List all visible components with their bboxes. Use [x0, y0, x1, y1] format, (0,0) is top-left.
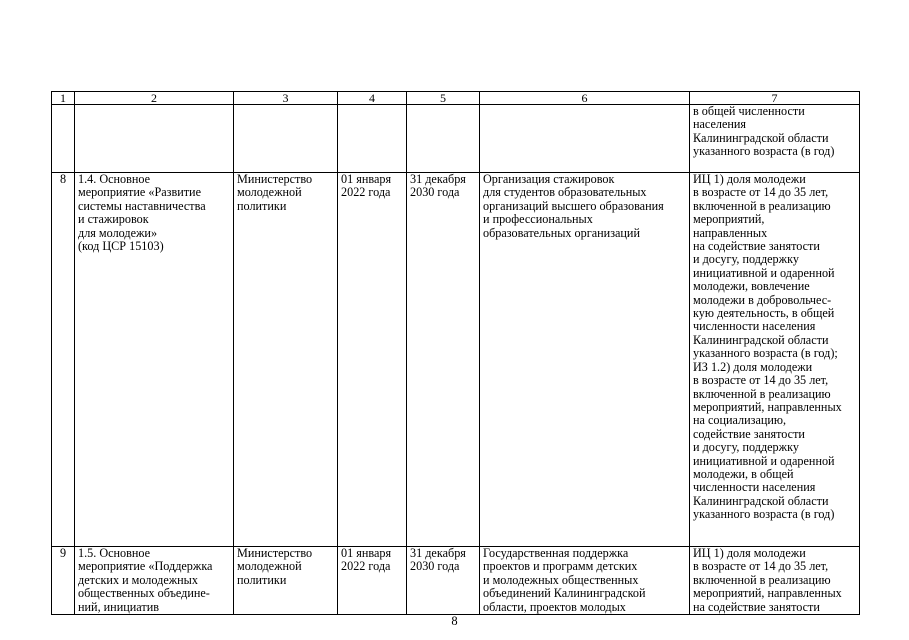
cell-text-line: 01 января — [341, 546, 392, 560]
executor-cell — [234, 547, 338, 615]
cell-text-line: 31 декабря — [410, 546, 466, 560]
cell-text-line: 2030 года — [410, 559, 460, 574]
row-number-cell — [52, 105, 75, 173]
executor-cell — [234, 105, 338, 173]
cell-text-line: включенной в реализацию — [693, 572, 831, 587]
cell-text-line: в возрасте от 14 до 35 лет, — [693, 185, 829, 200]
cell-text-line: молодежи, в общей — [693, 466, 794, 481]
end-date-cell — [407, 105, 480, 173]
cell-text-line: и стажировок — [78, 212, 149, 227]
cell-text-line: в возрасте от 14 до 35 лет, — [693, 373, 829, 388]
cell-text-line: направленных — [693, 225, 768, 240]
cell-text-line: мероприятий, — [693, 212, 765, 227]
table-row — [52, 173, 860, 547]
cell-text-line: 01 января — [341, 172, 392, 186]
cell-text-line: объединений Калининградской — [483, 586, 646, 601]
start-date-cell — [338, 173, 407, 547]
table-row — [52, 547, 860, 615]
cell-text-line: Министерство — [237, 546, 313, 560]
end-date-cell — [407, 173, 480, 547]
end-date-cell — [407, 547, 480, 615]
column-number: 5 — [407, 92, 480, 105]
cell-text-line: на содействие занятости — [693, 239, 820, 254]
measures-table — [51, 91, 860, 615]
row-number-cell: 8 — [52, 173, 75, 547]
cell-text-line: и молодежных общественных — [483, 572, 639, 587]
cell-text-line: системы наставничества — [78, 198, 206, 213]
cell-text-line: ний, инициатив — [78, 599, 159, 614]
cell-text-line: общественных объедине- — [78, 586, 210, 601]
column-number: 1 — [52, 92, 75, 105]
cell-text-line: инициативной и одаренной — [693, 265, 835, 280]
cell-text-line: Калининградской области — [693, 130, 829, 145]
cell-text-line: (код ЦСР 15103) — [78, 239, 164, 254]
event-cell — [75, 547, 234, 615]
cell-text-line: 1.5. Основное — [78, 546, 151, 560]
cell-text-line: и досугу, поддержку — [693, 252, 799, 267]
cell-text-line: и досугу, поддержку — [693, 440, 799, 455]
cell-text-line: политики — [237, 198, 287, 213]
executor-cell — [234, 173, 338, 547]
column-number: 4 — [338, 92, 407, 105]
cell-text-line: указанного возраста (в год); — [693, 346, 838, 361]
cell-text-line: ИЗ 1.2) доля молодежи — [693, 359, 813, 374]
cell-text-line: организаций высшего образования — [483, 198, 664, 213]
cell-text-line: проектов и программ детских — [483, 559, 638, 574]
cell-text-line: в общей численности — [693, 104, 805, 118]
cell-text-line: молодежи в добровольчес- — [693, 292, 832, 307]
description-cell — [480, 105, 690, 173]
cell-text-line: 2022 года — [341, 559, 391, 574]
cell-text-line: политики — [237, 572, 287, 587]
indicators-cell — [690, 547, 860, 615]
cell-text-line: и профессиональных — [483, 212, 593, 227]
cell-text-line: ИЦ 1) доля молодежи — [693, 172, 806, 186]
description-cell — [480, 547, 690, 615]
event-cell — [75, 105, 234, 173]
cell-text-line: указанного возраста (в год) — [693, 144, 835, 159]
column-number-row — [52, 92, 860, 105]
indicators-cell — [690, 105, 860, 173]
cell-text-line: области, проектов молодых — [483, 599, 626, 614]
cell-text-line: 31 декабря — [410, 172, 466, 186]
cell-text-line: на социализацию, — [693, 413, 787, 428]
cell-text-line: молодежи, вовлечение — [693, 279, 810, 294]
cell-text-line: включенной в реализацию — [693, 198, 831, 213]
cell-text-line: на содействие занятости — [693, 599, 820, 614]
cell-text-line: Организация стажировок — [483, 172, 615, 186]
cell-text-line: детских и молодежных — [78, 572, 198, 587]
cell-text-line: для студентов образовательных — [483, 185, 647, 200]
column-number: 6 — [480, 92, 690, 105]
cell-text-line: Государственная поддержка — [483, 546, 629, 560]
cell-text-line: включенной в реализацию — [693, 386, 831, 401]
column-number: 3 — [234, 92, 338, 105]
cell-text-line: указанного возраста (в год) — [693, 507, 835, 522]
start-date-cell — [338, 105, 407, 173]
cell-text-line: 1.4. Основное — [78, 172, 151, 186]
column-number: 7 — [690, 92, 860, 105]
cell-text-line: Министерство — [237, 172, 313, 186]
cell-text-line: Калининградской области — [693, 493, 829, 508]
start-date-cell — [338, 547, 407, 615]
indicators-cell — [690, 173, 860, 547]
cell-text-line: мероприятий, направленных — [693, 399, 842, 414]
cell-text-line: в возрасте от 14 до 35 лет, — [693, 559, 829, 574]
cell-text-line: численности населения — [693, 319, 816, 334]
cell-text-line: мероприятий, направленных — [693, 586, 842, 601]
cell-text-line: мероприятие «Развитие — [78, 185, 201, 200]
cell-text-line: молодежной — [237, 559, 302, 574]
cell-text-line: инициативной и одаренной — [693, 453, 835, 468]
description-cell — [480, 173, 690, 547]
column-number: 2 — [75, 92, 234, 105]
cell-text-line: 2030 года — [410, 185, 460, 200]
cell-text-line: содействие занятости — [693, 426, 805, 441]
cell-text-line: ИЦ 1) доля молодежи — [693, 546, 806, 560]
event-cell — [75, 173, 234, 547]
page-number: 8 — [451, 614, 458, 628]
cell-text-line: образовательных организаций — [483, 225, 640, 240]
cell-text-line: мероприятие «Поддержка — [78, 559, 213, 574]
cell-text-line: для молодежи» — [78, 225, 158, 240]
cell-text-line: населения — [693, 117, 747, 132]
cell-text-line: кую деятельность, в общей — [693, 306, 835, 321]
table-row — [52, 105, 860, 173]
cell-text-line: Калининградской области — [693, 332, 829, 347]
row-number-cell: 9 — [52, 547, 75, 615]
cell-text-line: молодежной — [237, 185, 302, 200]
cell-text-line: численности населения — [693, 480, 816, 495]
cell-text-line: 2022 года — [341, 185, 391, 200]
